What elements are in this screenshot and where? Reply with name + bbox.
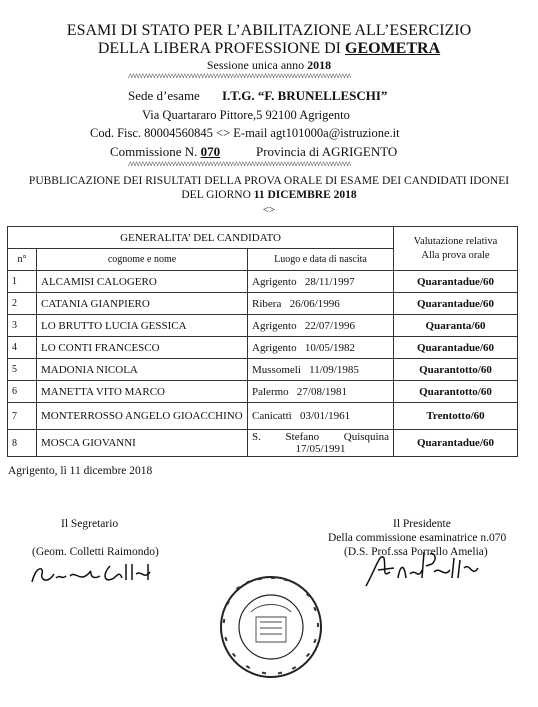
- birth-place-date: [248, 381, 394, 403]
- table-row: [8, 337, 518, 359]
- row-number: 8: [8, 430, 37, 457]
- sede-label: Sede d’esame: [128, 88, 200, 103]
- address: Via Quartararo Pittore,5 92100 Agrigento: [142, 108, 350, 122]
- session-line: [0, 58, 538, 73]
- birth-place: Agrigento: [252, 275, 297, 288]
- table-row: [8, 430, 518, 457]
- birth-date: 10/05/1982: [304, 341, 355, 354]
- birth-date: 22/07/1996: [304, 319, 355, 332]
- president-signature: [360, 548, 500, 590]
- candidate-name: LO CONTI FRANCESCO: [37, 337, 248, 359]
- wave-divider: ^^^^^^^^^^^^^^^^^^^^^^^^^^^^^^^^^^^^^^^^^^^^^^^^^^^^^^^^^^^^^^^^^^^^^: [128, 72, 351, 82]
- row-number: 4: [8, 337, 37, 359]
- birth-place: S. Stefano Quisquina: [252, 431, 389, 443]
- province: Provincia di AGRIGENTO: [256, 144, 398, 159]
- commission: [110, 144, 220, 160]
- birth-place-date: [248, 293, 394, 315]
- wave-divider-2: ^^^^^^^^^^^^^^^^^^^^^^^^^^^^^^^^^^^^^^^^^^^^^^^^^^^^^^^^^^^^^^^^^^^^^: [128, 160, 351, 170]
- title-line-2-text: DELLA LIBERA PROFESSIONE DI: [97, 40, 345, 57]
- birth-place-date: [248, 337, 394, 359]
- eval-header-line-2: Alla prova orale: [421, 249, 490, 261]
- group-header: GENERALITA’ DEL CANDIDATO: [8, 227, 394, 249]
- candidate-name: MADONIA NICOLA: [37, 359, 248, 381]
- oral-grade: Quaranta/60: [394, 315, 518, 337]
- eval-header-line-1: Valutazione relativa: [413, 235, 498, 247]
- session-label: Sessione unica anno: [206, 58, 308, 72]
- candidate-name: MONTERROSSO ANGELO GIOACCHINO: [37, 403, 248, 430]
- codfisc-email: Cod. Fisc. 80004560845 <> E-mail agt101000a@istruzione.it: [90, 126, 400, 140]
- birth-date: 17/05/1991: [295, 443, 346, 455]
- birth-place-date: [248, 315, 394, 337]
- birth-place: Canicattì: [252, 410, 292, 422]
- birth-place: Palermo: [252, 385, 289, 398]
- col-place-header: Luogo e data di nascita: [248, 249, 394, 271]
- oral-grade: Quarantotto/60: [394, 359, 518, 381]
- table-row: [8, 293, 518, 315]
- candidate-name: ALCAMISI CALOGERO: [37, 271, 248, 293]
- candidate-name: MANETTA VITO MARCO: [37, 381, 248, 403]
- row-number: 3: [8, 315, 37, 337]
- session-year: 2018: [307, 58, 332, 72]
- row-number: 1: [8, 271, 37, 293]
- row-number: 2: [8, 293, 37, 315]
- school-stamp: [216, 572, 326, 682]
- birth-place: Mussomeli: [252, 363, 301, 376]
- birth-date: 11/09/1985: [309, 363, 359, 376]
- oral-grade: Quarantotto/60: [394, 381, 518, 403]
- birth-place: Agrigento: [252, 341, 297, 354]
- president-title: Il Presidente: [393, 518, 451, 530]
- birth-date: 26/06/1996: [289, 297, 340, 310]
- candidate-name: LO BRUTTO LUCIA GESSICA: [37, 315, 248, 337]
- oral-grade: Quarantadue/60: [394, 293, 518, 315]
- secretary-title: Il Segretario: [61, 518, 119, 530]
- table-row: [8, 271, 518, 293]
- publication-line-2: [0, 189, 538, 201]
- candidate-name: MOSCA GIOVANNI: [37, 430, 248, 457]
- birth-place-date: [248, 359, 394, 381]
- birth-place-date: [248, 403, 394, 430]
- diamond-separator: <>: [262, 204, 276, 216]
- col-n-header: n°: [8, 249, 37, 271]
- table-row: [8, 381, 518, 403]
- commission-number: 070: [200, 144, 221, 159]
- row-number: 7: [8, 403, 37, 430]
- birth-date: 28/11/1997: [304, 275, 355, 288]
- oral-grade: Quarantadue/60: [394, 337, 518, 359]
- commission-label: Commissione N.: [110, 144, 198, 159]
- row-number: 6: [8, 381, 37, 403]
- col-name-header: cognome e nome: [37, 249, 248, 271]
- birth-place-date: [248, 271, 394, 293]
- row-number: 5: [8, 359, 37, 381]
- results-table: [7, 226, 518, 457]
- table-row: [8, 403, 518, 430]
- eval-header: [394, 227, 518, 271]
- candidate-name: CATANIA GIANPIERO: [37, 293, 248, 315]
- place-date: Agrigento, lì 11 dicembre 2018: [8, 465, 153, 477]
- profession-name: GEOMETRA: [345, 40, 441, 57]
- birth-place-date: [248, 430, 394, 457]
- table-row: [8, 315, 518, 337]
- oral-grade: Quarantadue/60: [394, 271, 518, 293]
- title-line-1: ESAMI DI STATO PER L’ABILITAZIONE ALL’ESERCIZIO: [66, 22, 472, 39]
- president-name: (D.S. Prof.ssa Porrello Amelia): [344, 546, 488, 558]
- secretary-signature: [30, 560, 160, 590]
- oral-grade: Trentotto/60: [394, 403, 518, 430]
- table-row: [8, 359, 518, 381]
- birth-place: Ribera: [252, 297, 282, 310]
- birth-place: Agrigento: [252, 319, 297, 332]
- publication-date: 11 DICEMBRE 2018: [253, 189, 357, 201]
- publication-line-1: PUBBLICAZIONE DEI RISULTATI DELLA PROVA ORALE DI ESAME DEI CANDIDATI IDONEI: [28, 175, 510, 187]
- publication-day-label: DEL GIORNO: [181, 189, 254, 201]
- president-commission: Della commissione esaminatrice n.070: [328, 532, 507, 544]
- secretary-name: (Geom. Colletti Raimondo): [32, 546, 159, 558]
- birth-date: 27/08/1981: [296, 385, 348, 398]
- title-line-2: [0, 40, 538, 58]
- birth-date: 03/01/1961: [299, 410, 351, 422]
- sede-name: I.T.G. “F. BRUNELLESCHI”: [222, 88, 388, 103]
- oral-grade: Quarantadue/60: [394, 430, 518, 457]
